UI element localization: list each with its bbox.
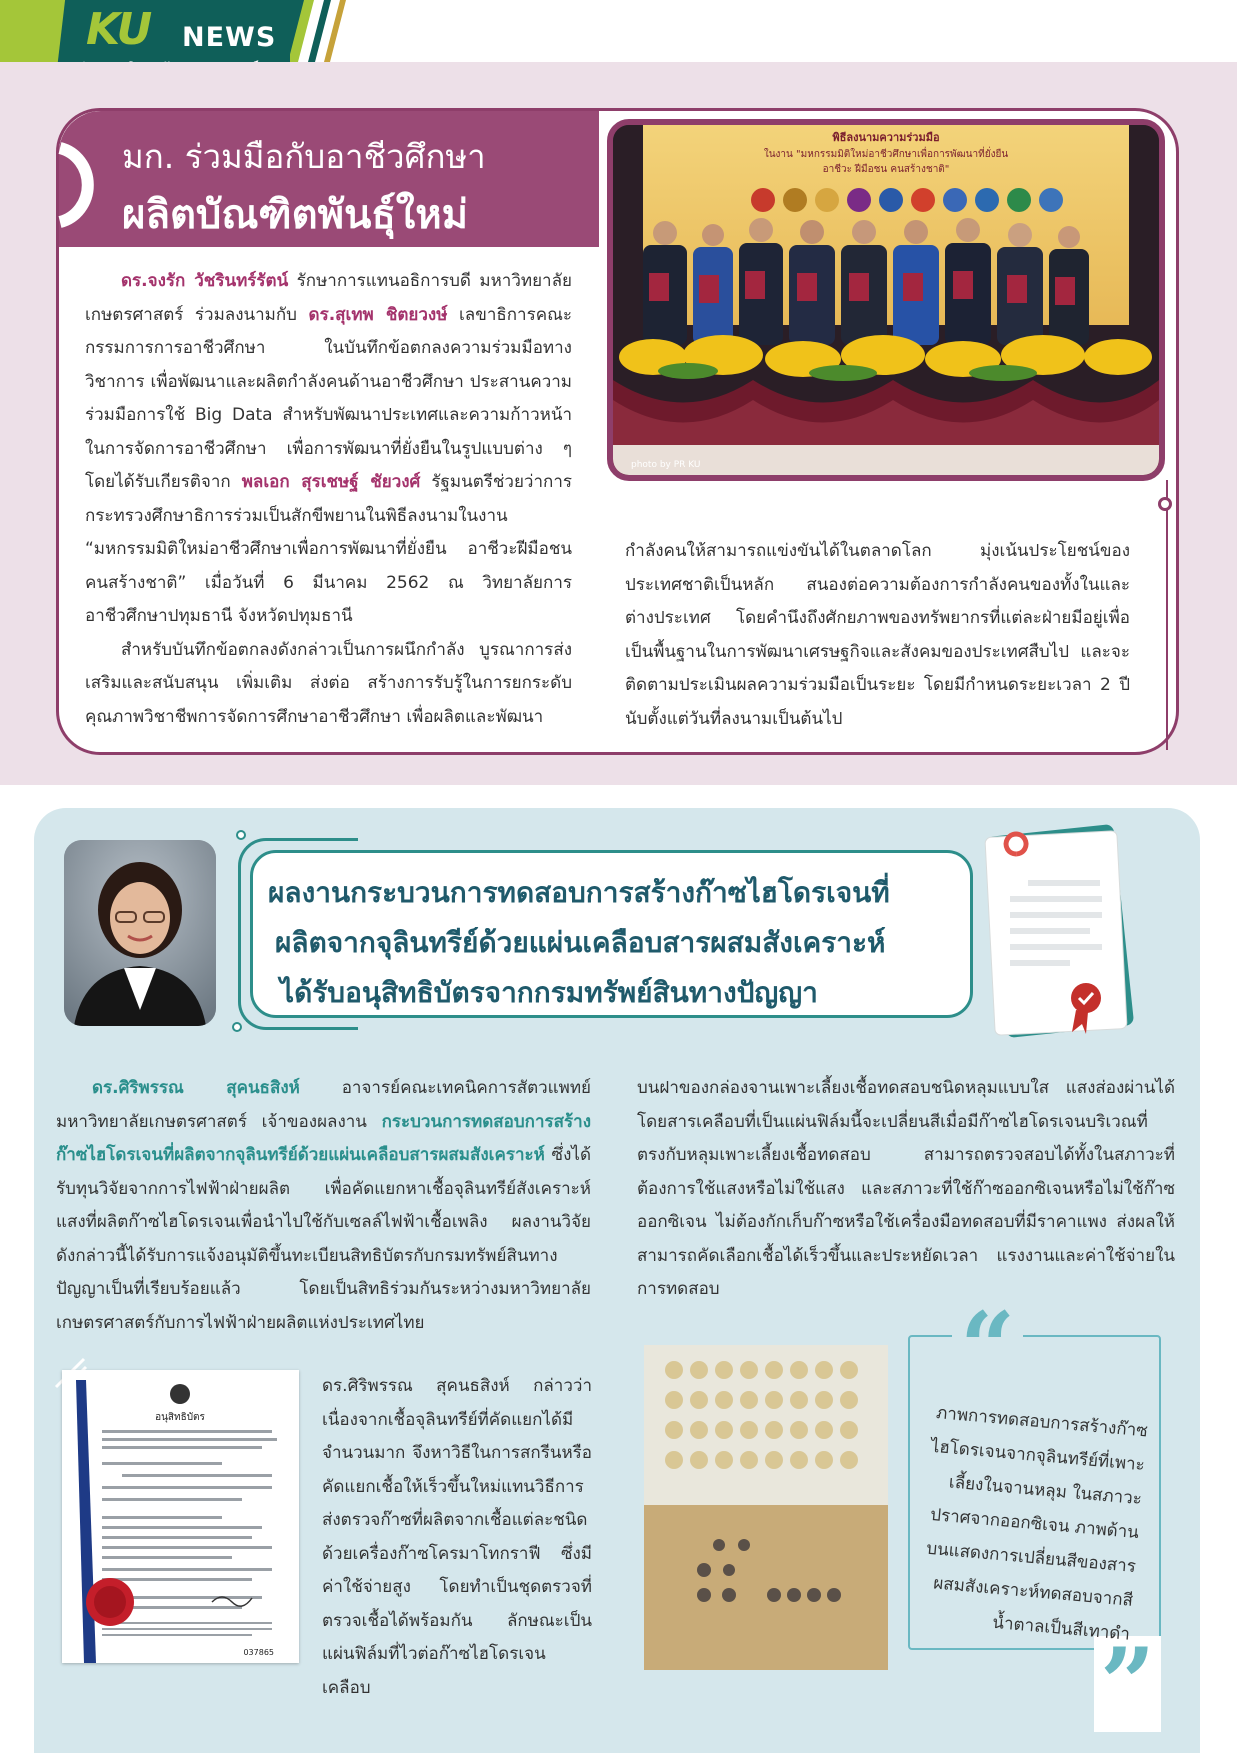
person-name-1: ดร.จงรัก วัชรินทร์รัตน์	[121, 271, 289, 291]
brand-ku: KU	[86, 4, 151, 55]
bead-decoration	[1158, 497, 1172, 511]
bracket-dot-top	[236, 830, 246, 840]
certificate-document	[62, 1370, 299, 1663]
article2-left-column: ดร.ศิริพรรณ สุคนธสิงห์ อาจารย์คณะเทคนิคการสัตวแพทย์มหาวิทยาลัยเกษตรศาสตร์ เจ้าของผลงาน กระบวนการทดสอบการสร้างก๊าซไฮโดรเจนที่ผลิตจากจุลินทรีย์ด้วยแผ่นเคลือบสารผสมสังเคราะห์ ซึ่งได้รับทุนวิจัยจากการไฟฟ้าฝ่ายผลิต เพื่อคัดแยกหาเชื้อจุลินทรีย์สังเคราะห์แสงที่ผลิตก๊าซไฮโดรเจนเพื่อนำไปใช้กับเซลล์ไฟฟ้าเชื้อเพลิง ผลงานวิจัยดังกล่าวนี้ได้รับการแจ้งอนุมัติขึ้นทะเบียนสิทธิบัตรกับกรมทรัพย์สินทางปัญญาเป็นที่เรียบร้อยแล้ว โดยเป็นสิทธิร่วมกันระหว่างมหาวิทยาลัยเกษตรศาสตร์กับการไฟฟ้าฝ่ายผลิตแห่งประเทศไทย	[56, 1078, 591, 1333]
person-name-2: ดร.สุเทพ ชิตยวงษ์	[308, 304, 448, 325]
article2-mid-column: ดร.ศิริพรรณ สุคนธสิงห์ กล่าวว่า เนื่องจากเชื้อจุลินทรีย์ที่คัดแยกได้มีจำนวนมาก จึงหาวิธีในการสกรีนหรือคัดแยกเชื้อให้เร็วขึ้นใหม่แทนวิธีการส่งตรวจก๊าซที่ผลิตจากเชื้อแต่ละชนิดด้วยเครื่องก๊าซโครมาโทกราฟี ซึ่งมีค่าใช้จ่ายสูง โดยทำเป็นชุดตรวจที่ตรวจเชื้อได้พร้อมกัน ลักษณะเป็นแผ่นฟิล์มที่ไวต่อก๊าซไฮโดรเจนเคลือบ	[322, 1376, 592, 1698]
photo-credit: photo by PR KU	[631, 460, 701, 470]
work-title: กระบวนการทดสอบการสร้างก๊าซไฮโดรเจนที่ผลิตจากจุลินทรีย์ด้วยแผ่นเคลือบสารผสมสังเคราะห์	[56, 1111, 591, 1165]
researcher-portrait	[64, 840, 216, 1026]
article2-right-column: บนฝาของกล่องจานเพาะเลี้ยงเชื้อทดสอบชนิดหลุมแบบใส แสงส่องผ่านได้ โดยสารเคลือบที่เป็นแผ่นฟิล์มนี้จะเปลี่ยนสีเมื่อมีก๊าซไฮโดรเจนบริเวณที่ตรงกับหลุมเพาะเลี้ยงเชื้อทดสอบ สามารถตรวจสอบได้ทั้งในสภาวะที่ต้องการใช้แสงหรือไม่ใช้แสง และสภาวะที่ใช้ก๊าซออกซิเจนหรือไม่ใช้ก๊าซออกซิเจน ไม่ต้องกักเก็บก๊าซหรือใช้เครื่องมือทดสอบที่มีราคาแพง ส่งผลให้สามารถคัดเลือกเชื้อได้เร็วขึ้นและประหยัดเวลา แรงงานและค่าใช้จ่ายในการทดสอบ	[637, 1078, 1175, 1299]
caption-text: ภาพการทดสอบการสร้างก๊าซไฮโดรเจนจากจุลินทรีย์ที่เพาะเลี้ยงในจานหลุม ในสภาวะปราศจากออกซิเจน ภาพด้านบนแสดงการเปลี่ยนสีของสารผสมสังเคราะห์ทดสอบจากสีน้ำตาลเป็นสีเทาดำ	[925, 1403, 1149, 1645]
ceremony-illustration	[613, 125, 1159, 475]
ceremony-photo	[607, 119, 1165, 481]
article2-title-line2: ผลิตจากจุลินทรีย์ด้วยแผ่นเคลือบสารผสมสังเคราะห์	[275, 926, 886, 959]
article1-title-line2: ผลิตบัณฑิตพันธุ์ใหม่	[122, 192, 468, 238]
photo-banner-line2: ในงาน "มหกรรมมิติใหม่อาชีวศึกษาเพื่อการพัฒนาที่ยั่งยืน	[763, 149, 1009, 160]
masthead	[0, 0, 1237, 62]
certificate-number: 037865	[243, 1648, 274, 1657]
article1-left-column: ดร.จงรัก วัชรินทร์รัตน์ รักษาการแทนอธิการบดี มหาวิทยาลัยเกษตรศาสตร์ ร่วมลงนามกับ ดร.สุเทพ ชิตยวงษ์ เลขาธิการคณะกรรมการการอาชีวศึกษา ในบันทึกข้อตกลงความร่วมมือทางวิชาการ เพื่อพัฒนาและผลิตกำลังคนด้านอาชีวศึกษา ประสานความร่วมมือการใช้ Big Data สำหรับพัฒนาประเทศและความก้าวหน้าในการจัดการอาชีวศึกษา เพื่อการพัฒนาที่ยั่งยืนในรูปแบบต่าง ๆ โดยได้รับเกียรติจาก พลเอก สุรเชษฐ์ ชัยวงศ์ รัฐมนตรีช่วยว่าการกระทรวงศึกษาธิการร่วมเป็นสักขีพยานในพิธีลงนามในงาน “มหกรรมมิติใหม่อาชีวศึกษาเพื่อการพัฒนาที่ยั่งยืน อาชีวะฝีมือชน คนสร้างชาติ” เมื่อวันที่ 6 มีนาคม 2562 ณ วิทยาลัยการอาชีวศึกษาปทุมธานี จังหวัดปทุมธานี สำหรับบันทึกข้อตกลงดังกล่าวเป็นการผนึกกำลัง บูรณาการส่งเสริมและสนับสนุน เพิ่มเติม ส่งต่อ สร้างการรับรู้ในการยกระดับคุณภาพวิชาชีพการจัดการศึกษาอาชีวศึกษา เพื่อผลิตและพัฒนา	[85, 271, 572, 727]
photo-banner-line1: พิธีลงนามความร่วมมือ	[832, 131, 940, 144]
person-name-3: พลเอก สุรเชษฐ์ ชัยวงศ์	[241, 472, 421, 492]
plate-illustration	[644, 1345, 888, 1670]
patent-certificate	[62, 1370, 299, 1663]
article2-title-line3: ได้รับอนุสิทธิบัตรจากกรมทรัพย์สินทางปัญญา	[280, 976, 818, 1009]
article1-paragraph-2: สำหรับบันทึกข้อตกลงดังกล่าวเป็นการผนึกกำลัง บูรณาการส่งเสริมและสนับสนุน เพิ่มเติม ส่งต่อ สร้างการรับรู้ในการยกระดับคุณภาพวิชาชีพการจัดการศึกษาอาชีวศึกษา เพื่อผลิตและพัฒนา	[85, 639, 572, 727]
article1-right-column: กำลังคนให้สามารถแข่งขันได้ในตลาดโลก มุ่งเน้นประโยชน์ของประเทศชาติเป็นหลัก สนองต่อความต้องการกำลังคนของทั้งในและต่างประเทศ โดยคำนึงถึงศักยภาพของทรัพยากรที่แต่ละฝ่ายมีอยู่เพื่อเป็นพื้นฐานในการพัฒนาเศรษฐกิจและสังคมของประเทศสืบไป และจะติดตามประเมินผลความร่วมมือเป็นระยะ โดยมีกำหนดระยะเวลา 2 ปี นับตั้งแต่วันที่ลงนามเป็นต้นไป	[625, 541, 1130, 729]
brand-news: NEWS	[182, 22, 277, 53]
bead-line	[1166, 480, 1168, 750]
masthead-stripes	[290, 0, 370, 62]
bracket-dot-bottom	[232, 1022, 242, 1032]
researcher-name: ดร.ศิริพรรณ สุคนธสิงห์	[92, 1078, 300, 1098]
photo-banner-line3: อาชีวะ ฝีมือชน คนสร้างชาติ"	[822, 164, 950, 175]
close-quote-icon: ”	[1094, 1636, 1161, 1732]
article2-title-line1: ผลงานกระบวนการทดสอบการสร้างก๊าซไฮโดรเจนที่	[268, 876, 890, 909]
test-plate-photo	[644, 1345, 888, 1670]
title-arc-decoration	[56, 140, 100, 230]
open-quote-icon: “	[952, 1300, 1023, 1396]
portrait-illustration	[64, 840, 216, 1026]
article1-title-line1: มก. ร่วมมือกับอาชีวศึกษา	[122, 137, 486, 176]
certificate-heading: อนุสิทธิบัตร	[155, 1412, 205, 1423]
certificate-icon	[968, 820, 1148, 1045]
